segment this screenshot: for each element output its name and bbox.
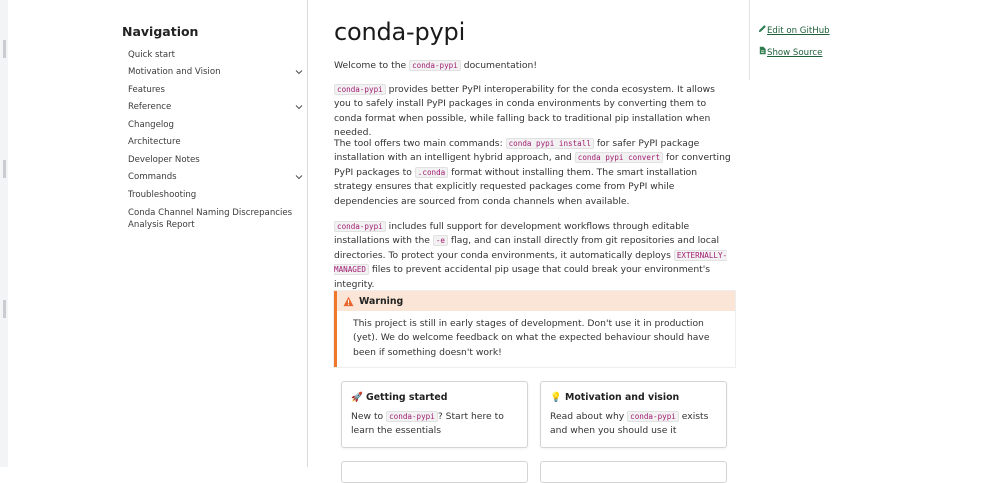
sidebar-item-troubleshooting[interactable]: Troubleshooting (128, 190, 197, 200)
card-text: ? Start here to learn the essentials (351, 411, 504, 437)
card-text: exists and when you should use it (550, 411, 709, 437)
edit-on-github-link[interactable] (758, 24, 830, 36)
sidebar-item-architecture[interactable]: Architecture (128, 137, 181, 147)
paragraph-1 (334, 83, 734, 141)
inline-code: conda-pypi (386, 411, 438, 422)
show-source-link[interactable] (758, 46, 822, 58)
inline-code: -e (433, 235, 448, 246)
paragraph-text: flag, and can install directly from git repositories and local directories. To protect your conda environments, it automatically deploys (334, 235, 720, 261)
warning-admonition (334, 291, 735, 367)
sidebar (8, 0, 308, 467)
paragraph-text: provides better PyPI interoperability for the conda ecosystem. It allows you to safely install PyPI packages in conda environments by converting them to conda format when possible, while falling back to traditional pip installation when needed. (334, 84, 715, 139)
edit-label: Edit on GitHub (767, 26, 830, 36)
toc-divider (749, 0, 750, 80)
sidebar-item-commands[interactable]: Commands (128, 172, 177, 182)
card-text: Read about why (550, 411, 628, 422)
page-title: conda-pypi (334, 18, 466, 46)
gutter-mark (3, 40, 6, 58)
card-text: New to (351, 411, 387, 422)
card-body (351, 410, 521, 439)
inline-code: EXTERNALLY-MANAGED (334, 250, 728, 275)
chevron-down-icon[interactable] (294, 67, 304, 77)
file-icon (758, 46, 767, 55)
paragraph-2 (334, 137, 734, 209)
inline-code: conda pypi install (506, 138, 594, 149)
card-getting-started[interactable] (341, 381, 528, 448)
warning-text: This project is still in early stages of development. Don't use it in production (yet). We do welcome feedback on what the expected behaviour should have been if something doesn't work! (353, 318, 710, 358)
inline-code: conda-pypi (334, 84, 386, 95)
sidebar-item-channel-naming[interactable]: Conda Channel Naming Discrepancies (128, 208, 293, 218)
paragraph-text: includes full support for development workflows through editable installations with the (334, 221, 690, 247)
paragraph-text: files to prevent accidental pip usage that could break your environment's integrity. (334, 264, 711, 290)
gutter-mark (3, 160, 6, 178)
inline-code: conda-pypi (627, 411, 679, 422)
warning-icon (343, 296, 354, 307)
source-label: Show Source (767, 48, 823, 58)
sidebar-item-changelog[interactable]: Changelog (128, 120, 175, 130)
chevron-down-icon[interactable] (294, 172, 304, 182)
chevron-down-icon[interactable] (294, 102, 304, 112)
sidebar-item-motivation[interactable]: Motivation and Vision (128, 67, 221, 77)
sidebar-title: Navigation (122, 24, 199, 39)
paragraph-text: for converting PyPI packages to (334, 152, 731, 178)
intro-paragraph (334, 59, 734, 73)
warning-header (337, 291, 735, 311)
card-body (550, 410, 720, 439)
inline-code: conda-pypi (334, 221, 386, 232)
sidebar-item-quick-start[interactable]: Quick start (128, 50, 176, 60)
intro-text: documentation! (460, 60, 537, 71)
inline-code: conda-pypi (409, 60, 461, 71)
card-partial[interactable] (540, 461, 727, 483)
card-title-text: Motivation and vision (565, 392, 680, 403)
sidebar-item-developer-notes[interactable]: Developer Notes (128, 155, 200, 165)
sidebar-item-analysis-report[interactable]: Analysis Report (128, 220, 195, 230)
card-motivation[interactable] (540, 381, 727, 448)
inline-code: conda pypi convert (575, 152, 663, 163)
paragraph-3 (334, 220, 734, 292)
warning-title: Warning (359, 295, 404, 307)
card-title-text: Getting started (366, 392, 448, 403)
inline-code: .conda (415, 167, 448, 178)
pencil-icon (758, 24, 767, 33)
paragraph-text: format without installing them. The smart installation strategy ensures that explicitly requested packages come from PyPI while dependencies are sourced from conda channels when available. (334, 166, 698, 207)
paragraph-text: The tool offers two main commands: (334, 138, 506, 149)
card-partial[interactable] (341, 461, 528, 483)
sidebar-item-reference[interactable]: Reference (128, 102, 172, 112)
card-title (351, 392, 447, 403)
rocket-icon: 🚀 (351, 392, 363, 403)
gutter-mark (3, 300, 6, 318)
lightbulb-icon: 💡 (550, 392, 562, 403)
intro-text: Welcome to the (334, 60, 410, 71)
paragraph-text: for safer PyPI package installation with an intelligent hybrid approach, and (334, 138, 700, 164)
sidebar-item-features[interactable]: Features (128, 85, 165, 95)
card-title (550, 392, 679, 403)
main-content (308, 0, 1000, 467)
